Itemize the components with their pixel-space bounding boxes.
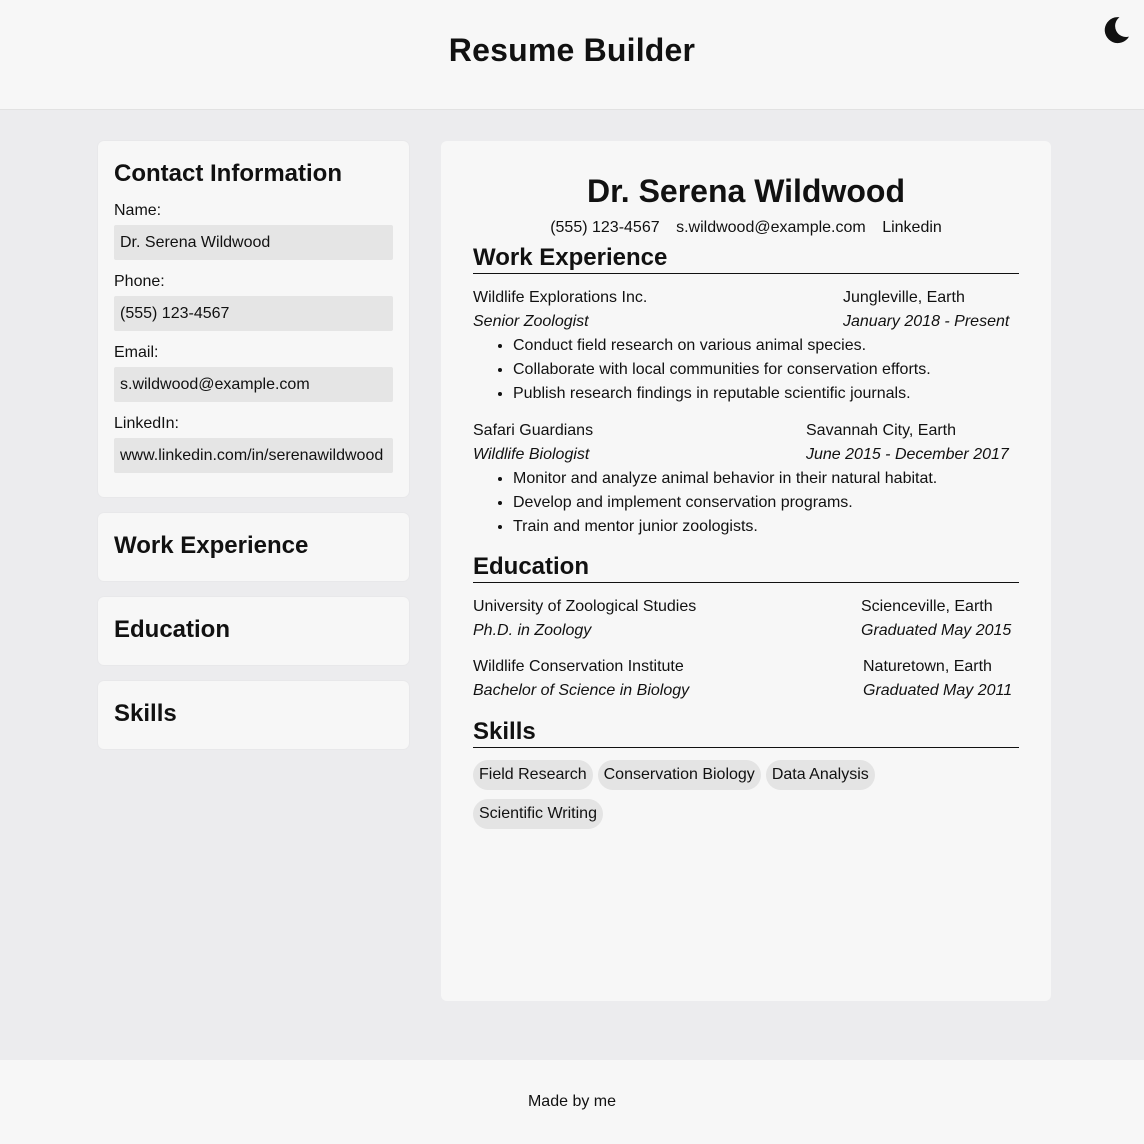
education-date: Graduated May 2015 (861, 622, 1012, 639)
moon-icon[interactable] (1100, 14, 1132, 46)
resume-education-heading: Education (473, 552, 1019, 583)
education-location: Scienceville, Earth (861, 598, 993, 615)
education-date: Graduated May 2011 (863, 682, 1013, 699)
education-section-title: Education (114, 616, 231, 643)
resume-contact-line (473, 217, 1019, 239)
job-company: Wildlife Explorations Inc. (473, 289, 648, 306)
job-bullet: • Develop and implement conservation programs. (513, 491, 1019, 515)
job-bullets (513, 334, 1019, 406)
education-degree: Ph.D. in Zoology (473, 622, 592, 639)
app-header (0, 0, 1144, 110)
resume-linkedin-link[interactable]: Linkedin (882, 219, 942, 236)
job-dates: June 2015 - December 2017 (806, 446, 1009, 463)
skills-section-title: Skills (114, 700, 177, 727)
name-label: Name: (114, 202, 162, 219)
name-field[interactable] (114, 225, 393, 260)
job-role: Wildlife Biologist (473, 446, 590, 463)
app-footer (0, 1060, 1144, 1144)
education-degree: Bachelor of Science in Biology (473, 682, 690, 699)
linkedin-field[interactable] (114, 438, 393, 473)
job-entry (473, 286, 1019, 406)
resume-email: s.wildwood@example.com (676, 219, 866, 236)
resume-name: Dr. Serena Wildwood (587, 173, 905, 209)
email-label: Email: (114, 344, 159, 361)
footer-text: Made by me (527, 1093, 617, 1110)
skills-section-toggle[interactable] (98, 681, 409, 749)
resume-phone: (555) 123-4567 (550, 219, 660, 236)
education-section-toggle[interactable] (98, 597, 409, 665)
education-location: Naturetown, Earth (863, 658, 992, 675)
education-school: University of Zoological Studies (473, 598, 697, 615)
job-company: Safari Guardians (473, 422, 594, 439)
education-entry (473, 655, 1019, 703)
app-title: Resume Builder (448, 32, 696, 68)
job-role: Senior Zoologist (473, 313, 589, 330)
work-experience-section-toggle[interactable] (98, 513, 409, 581)
job-location: Jungleville, Earth (843, 289, 965, 306)
job-entry (473, 419, 1019, 539)
job-bullet: • Conduct field research on various animal species. (513, 334, 1019, 358)
skill-chip: Conservation Biology (598, 760, 761, 790)
resume-preview (441, 141, 1051, 1001)
phone-label: Phone: (114, 273, 165, 290)
contact-information-title: Contact Information (114, 160, 342, 187)
job-bullet: • Collaborate with local communities for conservation efforts. (513, 358, 1019, 382)
job-bullet: • Train and mentor junior zoologists. (513, 515, 1019, 539)
skills-list (473, 760, 913, 838)
skill-chip: Data Analysis (766, 760, 875, 790)
job-dates: January 2018 - Present (843, 313, 1010, 330)
phone-field[interactable] (114, 296, 393, 331)
resume-skills-heading: Skills (473, 717, 1019, 748)
skill-chip: Field Research (473, 760, 593, 790)
job-location: Savannah City, Earth (806, 422, 957, 439)
contact-information-card (98, 141, 409, 497)
resume-work-experience-heading: Work Experience (473, 243, 1019, 274)
education-school: Wildlife Conservation Institute (473, 658, 684, 675)
education-entry (473, 595, 1019, 643)
job-bullet: • Publish research findings in reputable scientific journals. (513, 382, 1019, 406)
work-experience-section-title: Work Experience (114, 532, 309, 559)
job-bullets (513, 467, 1019, 539)
editor-sidebar (98, 141, 409, 765)
job-bullet: • Monitor and analyze animal behavior in their natural habitat. (513, 467, 1019, 491)
email-field[interactable] (114, 367, 393, 402)
skill-chip: Scientific Writing (473, 799, 603, 829)
linkedin-label: LinkedIn: (114, 415, 179, 432)
